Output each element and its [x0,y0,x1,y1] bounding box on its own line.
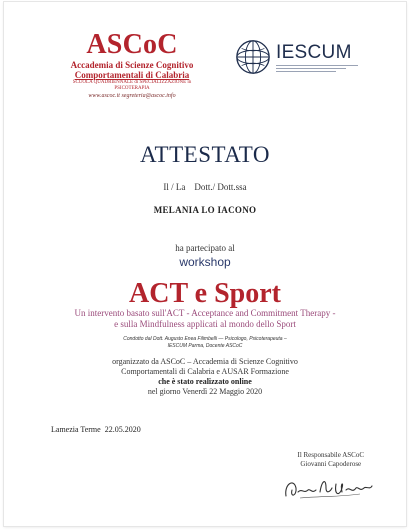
organized-line3: che è stato realizzato online [158,377,252,386]
ascoc-logo-line1: Accademia di Scienze Cognitivo [70,60,194,70]
signer-role: Il Responsabile ASCoC [297,451,364,459]
ascoc-logo [62,30,202,100]
conducted-by-line2: IESCUM Parma, Docente ASCoC [167,343,243,349]
ascoc-logo-line2: Comportamentali di Calabria [74,70,190,80]
event-subtitle-line1: Un intervento basato sull'ACT - Acceptance and Commitment Therapy - [74,308,336,318]
participated-text: ha partecipato al [175,243,235,253]
iescum-logo-tagline [276,65,358,74]
certificate-title: ATTESTATO [139,142,270,167]
conducted-by-line1: Condotto dal Dott. Augusto Enea Filimbelli — Psicologo, Psicoterapeuta – [123,336,287,342]
ascoc-logo-web: www.ascoc.it segreteria@ascoc.info [88,93,176,99]
organized-line4: nel giorno Venerdì 22 Maggio 2020 [147,387,263,396]
recipient-name: MELANIA LO IACONO [153,205,257,215]
globe-logo-icon [234,38,272,76]
iescum-logo-name: IESCUM [276,42,352,63]
handwritten-signature [280,470,376,504]
organized-line1: organizzato da ASCoC – Accademia di Scienze Cognitivo [112,357,298,366]
event-title: ACT e Sport [129,278,281,309]
honorific: Il / La Dott./ Dott.ssa [163,182,247,192]
certificate-page [4,2,406,526]
signer-block [297,451,364,469]
event-type: workshop [179,255,231,269]
ascoc-logo-name: ASCoC [86,29,178,60]
ascoc-logo-line3: SCUOLA QUADRIENNALE di SPECIALIZZAZIONE in PSICOTERAPIA [72,80,192,91]
signer-name: Giovanni Capoderose [300,460,362,468]
place-date: Lamezia Terme 22.05.2020 [51,425,141,434]
organized-line2: Comportamentali di Calabria e AUSAR Formazione [121,367,289,376]
event-subtitle-line2: e sulla Mindfulness applicati al mondo dello Sport [114,319,296,329]
iescum-logo [232,38,362,78]
